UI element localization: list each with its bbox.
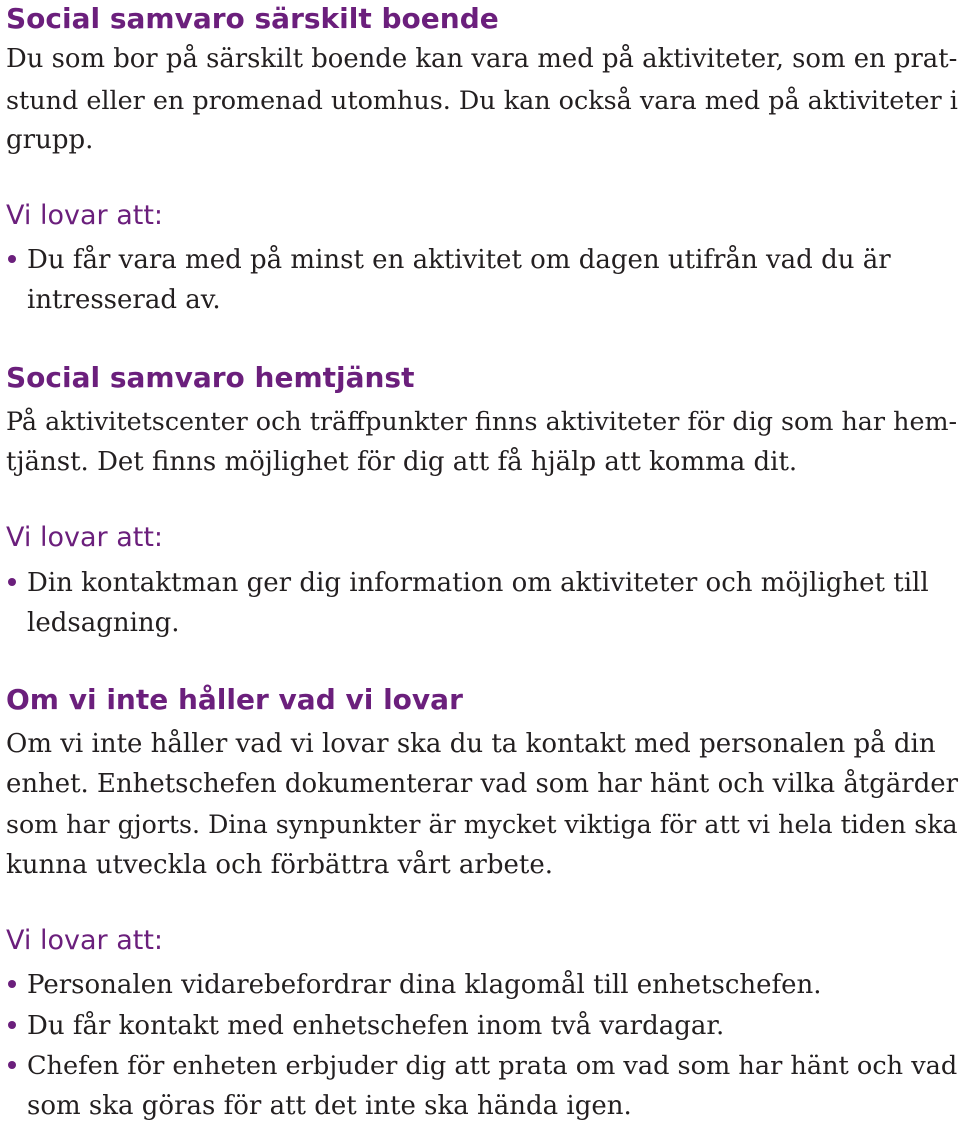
bullet-icon (8, 980, 16, 988)
promise-label: Vi lovar att: (6, 200, 164, 231)
bullet-text-line: som ska göras för att det inte ska hända igen. (27, 1091, 632, 1121)
body-text-line: grupp. (6, 125, 94, 155)
bullet-text-line: intresserad av. (27, 285, 221, 315)
section-heading: Om vi inte håller vad vi lovar (6, 683, 463, 716)
body-text-line: stund eller en promenad utomhus. Du kan också vara med på aktiviteter i (6, 85, 958, 115)
body-text-line: tjänst. Det finns möjlighet för dig att få hjälp att komma dit. (6, 447, 798, 477)
bullet-icon (8, 1021, 16, 1029)
section-heading: Social samvaro särskilt boende (6, 2, 499, 35)
bullet-text-line: Din kontaktman ger dig information om aktiviteter och möjlighet till (27, 568, 929, 598)
body-text-line: På aktivitetscenter och träffpunkter finns aktiviteter för dig som har hem- (6, 406, 958, 436)
bullet-text-line: Chefen för enheten erbjuder dig att prata om vad som har hänt och vad (27, 1051, 958, 1081)
bullet-icon (8, 255, 16, 263)
bullet-text-line: Du får vara med på minst en aktivitet om dagen utifrån vad du är (27, 245, 891, 275)
bullet-icon (8, 1061, 16, 1069)
bullet-text-line: ledsagning. (27, 608, 180, 638)
body-text-line: kunna utveckla och förbättra vårt arbete. (6, 850, 553, 880)
section-heading: Social samvaro hemtjänst (6, 361, 415, 394)
body-text-line: Om vi inte håller vad vi lovar ska du ta kontakt med personalen på din (6, 729, 936, 759)
bullet-text-line: Du får kontakt med enhetschefen inom två vardagar. (27, 1011, 725, 1041)
promise-label: Vi lovar att: (6, 522, 164, 553)
bullet-text-line: Personalen vidarebefordrar dina klagomål till enhetschefen. (27, 970, 822, 1000)
body-text-line: enhet. Enhetschefen dokumenterar vad som har hänt och vilka åtgärder (6, 769, 959, 799)
body-text-line: Du som bor på särskilt boende kan vara med på aktiviteter, som en prat- (6, 44, 958, 74)
body-text-line: som har gjorts. Dina synpunkter är mycket viktiga för att vi hela tiden ska (6, 810, 958, 839)
bullet-icon (8, 578, 16, 586)
promise-label: Vi lovar att: (6, 925, 164, 956)
